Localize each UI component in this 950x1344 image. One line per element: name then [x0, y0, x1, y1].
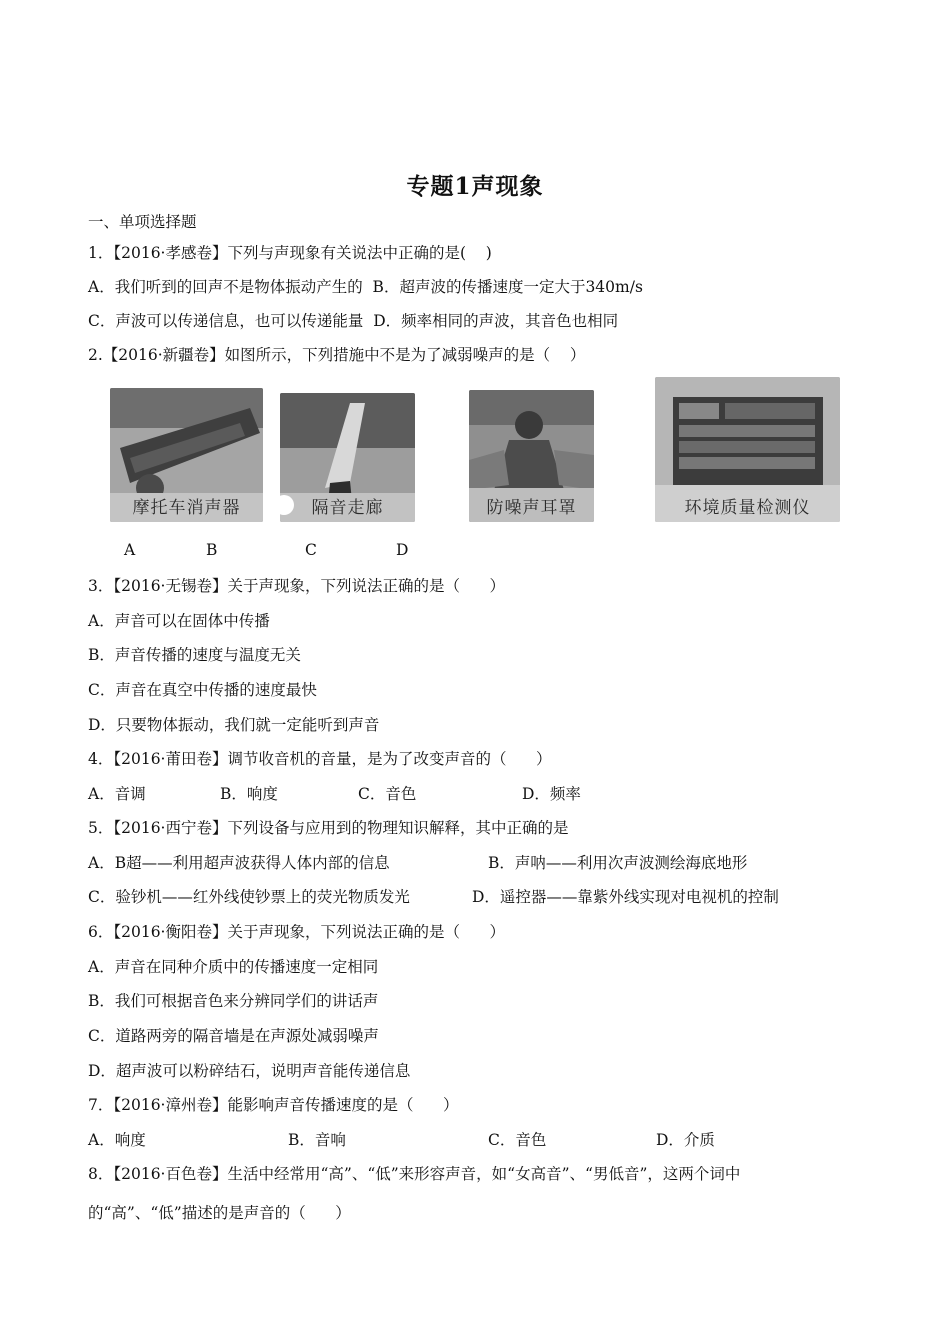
- question-6-option-c: C．道路两旁的隔音墙是在声源处减弱噪声: [88, 1027, 379, 1045]
- question-8-stem-line-2: 的“高”、“低”描述的是声音的（ ）: [88, 1204, 351, 1222]
- question-6-stem: 6．【2016·衡阳卷】关于声现象，下列说法正确的是（ ）: [88, 923, 506, 941]
- question-5-option-b: B．声呐——利用次声波测绘海底地形: [488, 854, 748, 872]
- question-4-option-c: C．音色: [358, 785, 417, 803]
- question-7-option-c: C．音色: [488, 1131, 547, 1149]
- question-2-stem: 2.【2016·新疆卷】如图所示，下列措施中不是为了减弱噪声的是（ ）: [88, 346, 586, 364]
- page-title: 专题1声现象: [406, 173, 544, 200]
- question-4-option-d: D．频率: [522, 785, 581, 803]
- question-6-option-d: D．超声波可以粉碎结石，说明声音能传递信息: [88, 1062, 411, 1080]
- question-4-stem: 4．【2016·莆田卷】调节收音机的音量，是为了改变声音的（ ）: [88, 750, 552, 768]
- question-7-option-d: D．介质: [656, 1131, 715, 1149]
- question-7-option-b: B．音响: [288, 1131, 346, 1149]
- question-7-stem: 7．【2016·漳州卷】能影响声音传播速度的是（ ）: [88, 1096, 459, 1114]
- question-7-option-a: A．响度: [88, 1131, 146, 1149]
- image-label-d: D: [396, 541, 409, 559]
- question-3-option-b: B．声音传播的速度与温度无关: [88, 646, 301, 664]
- question-3-stem: 3．【2016·无锡卷】关于声现象，下列说法正确的是（ ）: [88, 577, 506, 595]
- photo-soundproof-corridor: [280, 393, 415, 522]
- caption-d: 环境质量检测仪: [684, 498, 811, 518]
- question-5-option-d: D．遥控器——靠紫外线实现对电视机的控制: [472, 888, 779, 906]
- question-6-option-b: B．我们可根据音色来分辨同学们的讲话声: [88, 992, 379, 1010]
- question-1-stem: 1．【2016·孝感卷】下列与声现象有关说法中正确的是( ): [88, 244, 492, 262]
- photo-noise-earmuffs: [469, 390, 594, 522]
- photo-environment-monitor: [655, 377, 840, 522]
- section-heading: 一、单项选择题: [88, 213, 197, 231]
- photo-motorcycle-muffler: [110, 388, 263, 522]
- caption-a: 摩托车消声器: [132, 498, 241, 518]
- question-1-options-cd: C．声波可以传递信息，也可以传递能量 D．频率相同的声波，其音色也相同: [88, 312, 619, 330]
- caption-c: 防噪声耳罩: [486, 498, 577, 518]
- question-3-option-c: C．声音在真空中传播的速度最快: [88, 681, 317, 699]
- image-label-a: A: [124, 541, 136, 559]
- question-4-option-b: B．响度: [220, 785, 278, 803]
- question-5-stem: 5．【2016·西宁卷】下列设备与应用到的物理知识解释，其中正确的是: [88, 819, 569, 837]
- question-6-option-a: A．声音在同种介质中的传播速度一定相同: [88, 958, 379, 976]
- image-label-b: B: [206, 541, 218, 559]
- caption-b: 隔音走廊: [311, 498, 384, 518]
- question-5-option-a: A．B超——利用超声波获得人体内部的信息: [88, 854, 390, 872]
- question-1-options-ab: A．我们听到的回声不是物体振动产生的 B．超声波的传播速度一定大于340m/s: [88, 278, 643, 296]
- question-4-option-a: A．音调: [88, 785, 146, 803]
- question-3-option-a: A．声音可以在固体中传播: [88, 612, 270, 630]
- question-3-option-d: D．只要物体振动，我们就一定能听到声音: [88, 716, 380, 734]
- image-label-c: C: [305, 541, 317, 559]
- question-8-stem-line-1: 8．【2016·百色卷】生活中经常用“高”、“低”来形容声音，如“女高音”、“男低音”，这两个词中: [88, 1165, 741, 1183]
- question-5-option-c: C．验钞机——红外线使钞票上的荧光物质发光: [88, 888, 410, 906]
